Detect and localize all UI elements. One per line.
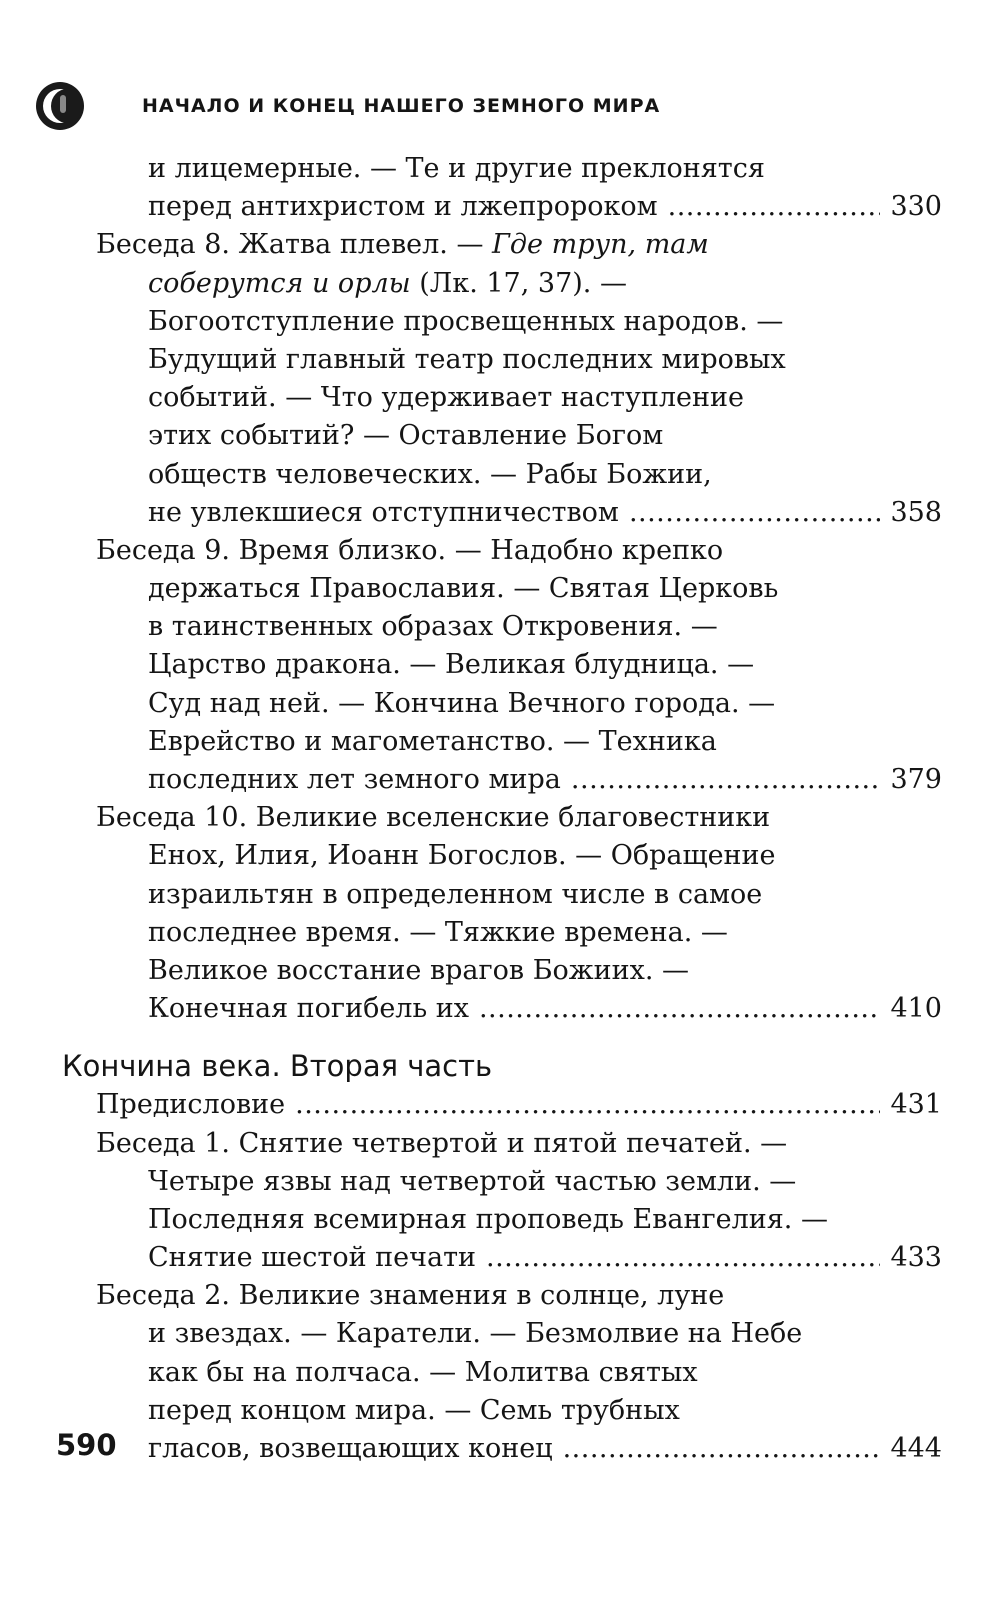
toc-line: Конечная погибель их ..... 410 [0,990,1000,1028]
toc-entry [0,532,1000,799]
dot-leader [486,1239,880,1277]
toc-line: Беседа 8. Жатва плевел. — Где труп, там [96,229,709,261]
toc-line: Суд над ней. — Кончина Вечного города. — [148,687,776,719]
toc-line: держаться Православия. — Святая Церковь [148,573,779,605]
toc-line: Беседа 9. Время близко. — Надобно крепко [96,534,724,566]
toc-line: Снятие шестой печати ..... 433 [0,1239,1000,1277]
toc-line: последнее время. — Тяжкие времена. — [148,916,728,948]
page-number: 330 [890,191,942,223]
toc-line: Великое восстание врагов Божиих. — [148,954,690,986]
dot-leader [571,761,881,799]
toc-line: соберутся и орлы (Лк. 17, 37). — [148,267,627,299]
page-number: 358 [890,496,942,528]
toc-line: перед концом мира. — Семь трубных [148,1394,680,1426]
toc-line: Четыре язвы над четвертой частью земли. — [148,1165,797,1197]
dot-leader [668,188,881,226]
toc-line: этих событий? — Оставление Богом [148,420,664,452]
toc-line: событий. — Что удерживает наступление [148,382,744,414]
toc-line: израильтян в определенном числе в самое [148,878,763,910]
running-header [36,78,660,134]
page-number: 379 [890,764,942,795]
toc-entry [0,1277,1000,1468]
toc-line: Еврейство и магометанство. — Техника [148,725,717,757]
toc-line: последних лет земного мира ..... 379 [0,761,1000,799]
toc-entry [0,1086,1000,1124]
toc-line: и звездах. — Каратели. — Безмолвие на Небе [148,1318,803,1350]
toc-entry [0,226,1000,532]
toc-entry [0,799,1000,1028]
toc-line: гласов, возвещающих конец ..... 444 [0,1430,1000,1468]
toc-line: перед антихристом и лжепророком ..... 330 [0,188,1000,226]
toc-line: Царство дракона. — Великая блудница. — [148,649,755,681]
globe-icon [36,82,84,130]
page-number: 433 [890,1242,942,1274]
toc-line: Беседа 2. Великие знамения в солнце, луне [96,1280,725,1312]
table-of-contents [0,150,1000,1468]
toc-line: Беседа 10. Великие вселенские благовестники [96,802,771,834]
page-number: 431 [890,1089,942,1121]
toc-line: Богоотступление просвещенных народов. — [148,305,784,337]
toc-line: Последняя всемирная проповедь Евангелия. — [148,1203,828,1235]
dot-leader [295,1086,880,1124]
dot-leader [563,1430,881,1468]
toc-line: Енох, Илия, Иоанн Богослов. — Обращение [148,840,776,872]
dot-leader [479,990,880,1028]
page-number: 444 [890,1433,942,1464]
toc-line: в таинственных образах Откровения. — [148,611,718,643]
toc-entry [0,150,1000,226]
page-number: 410 [890,993,942,1025]
toc-line: Беседа 1. Снятие четвертой и пятой печатей. — [96,1127,788,1159]
toc-line: обществ человеческих. — Рабы Божии, [148,458,712,490]
toc-line: как бы на полчаса. — Молитва святых [148,1356,698,1388]
toc-line: не увлекшиеся отступничеством ..... 358 [0,494,1000,532]
toc-line: и лицемерные. — Те и другие преклонятся [148,153,765,184]
toc-line: Предисловие ..... 431 [0,1086,1000,1124]
section-heading: Кончина века. Вторая часть [62,1049,493,1084]
toc-entry [0,1125,1000,1278]
dot-leader [629,494,881,532]
page-folio: 590 [56,1428,117,1462]
running-head-title: НАЧАЛО И КОНЕЦ НАШЕГО ЗЕМНОГО МИРА [142,95,661,117]
toc-line: Будущий главный театр последних мировых [148,343,786,375]
